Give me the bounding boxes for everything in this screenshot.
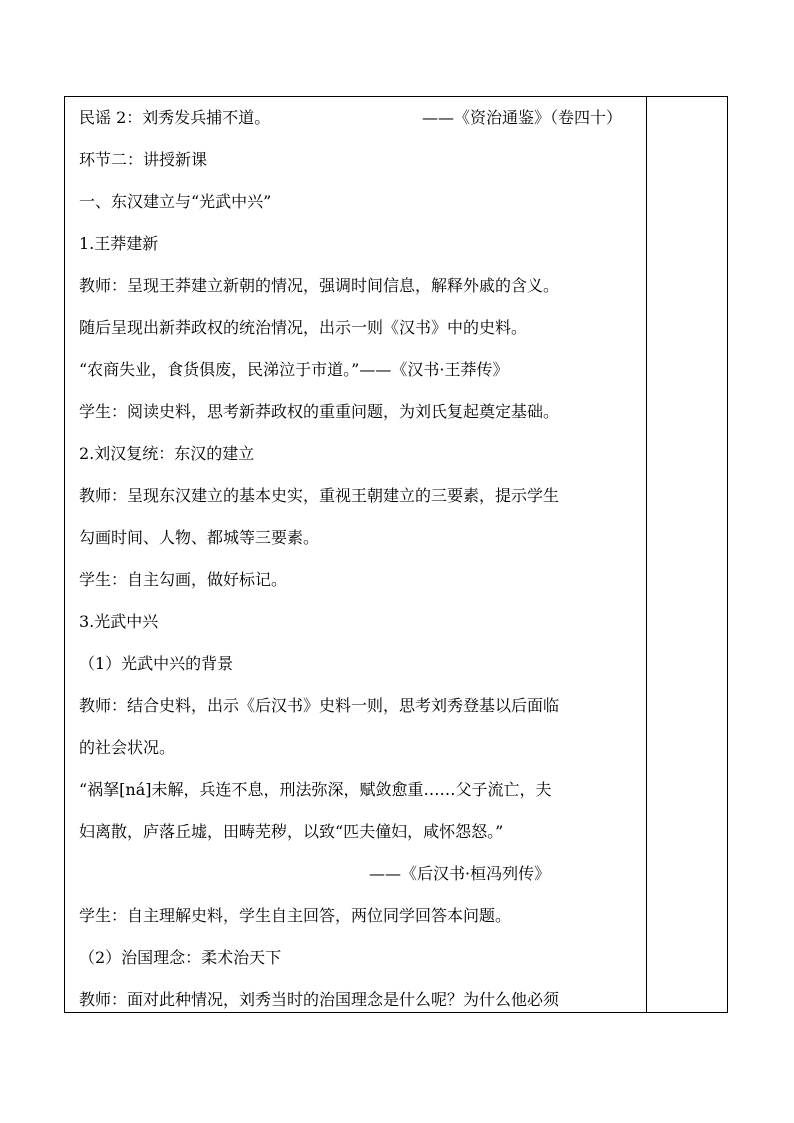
column-divider [646, 97, 647, 1012]
subheading-background: （1）光武中兴的背景 [79, 654, 234, 673]
paragraph-line: 教师：结合史料，出示《后汉书》史料一则，思考刘秀登基以后面临 [79, 696, 560, 715]
subheading-governance: （2）治国理念：柔术治天下 [79, 948, 282, 967]
paragraph-line: 教师：呈现王莽建立新朝的情况，强调时间信息，解释外戚的含义。 [79, 276, 560, 295]
quotation-citation: ——《后汉书·桓冯列传》 [369, 864, 551, 883]
paragraph-line: 随后呈现出新莽政权的统治情况，出示一则《汉书》中的史料。 [79, 318, 528, 337]
paragraph-line: 学生：自主勾画，做好标记。 [79, 570, 288, 589]
quotation-line: “农商失业，食货俱废，民涕泣于市道。”——《汉书·王莽传》 [79, 360, 509, 379]
quotation-line: 妇离散，庐落丘墟，田畴芜秽，以致“匹夫僮妇，咸怀怨怒。” [79, 822, 504, 841]
subheading-guangwu: 3.光武中兴 [79, 612, 159, 631]
paragraph-line: 学生：阅读史料，思考新莽政权的重重问题，为刘氏复起奠定基础。 [79, 402, 560, 421]
section-heading-part-one: 一、东汉建立与“光武中兴” [79, 192, 272, 211]
paragraph-line: 教师：面对此种情况，刘秀当时的治国理念是什么呢？为什么他必须 [79, 990, 560, 1009]
subheading-wang-mang: 1.王莽建新 [79, 234, 159, 253]
paragraph-line: 的社会状况。 [79, 738, 176, 757]
paragraph-line: 教师：呈现东汉建立的基本史实，重视王朝建立的三要素，提示学生 [79, 486, 560, 505]
paragraph-line: 勾画时间、人物、都城等三要素。 [79, 528, 320, 547]
folk-rhyme-line [79, 106, 623, 130]
quotation-line: “祸拏[ná]未解，兵连不息，刑法弥深，赋敛愈重……父子流亡，夫 [79, 780, 552, 799]
subheading-eastern-han: 2.刘汉复统：东汉的建立 [79, 444, 255, 463]
lesson-plan-table [64, 96, 728, 1013]
section-heading-stage-two: 环节二：讲授新课 [79, 150, 208, 169]
folk-rhyme-text: 民谣 2：刘秀发兵捕不道。 [79, 108, 271, 127]
folk-rhyme-citation: ——《资治通鉴》（卷四十） [422, 108, 623, 127]
paragraph-line: 学生：自主理解史料，学生自主回答，两位同学回答本问题。 [79, 906, 512, 925]
